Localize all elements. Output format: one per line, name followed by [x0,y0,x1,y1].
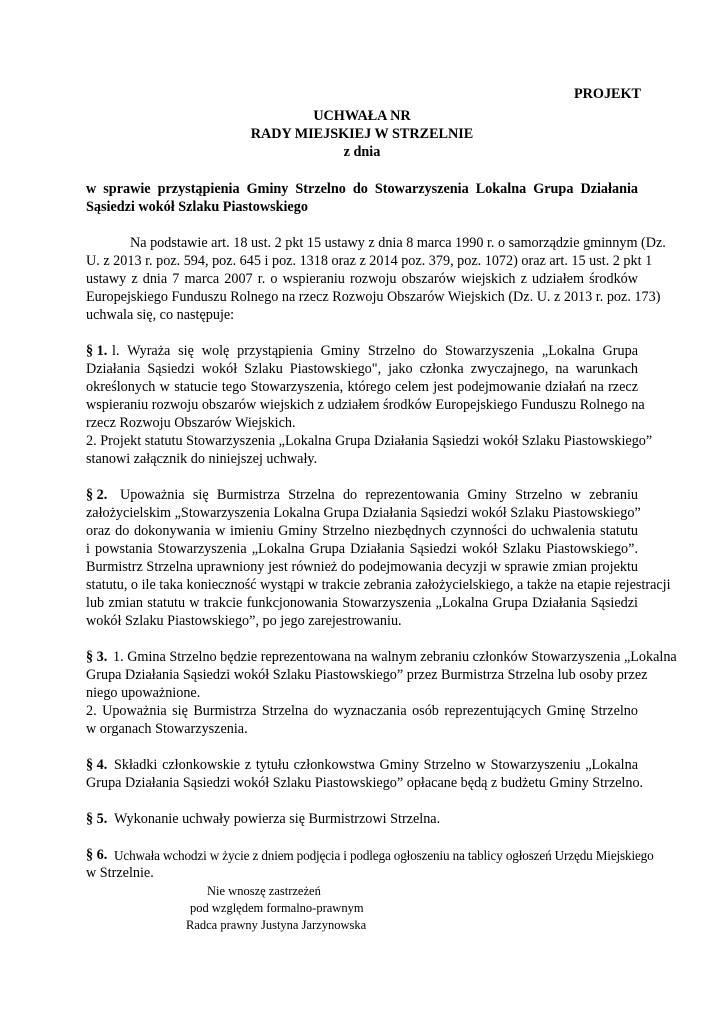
section-2-mark: § 2. [86,487,108,503]
section-2-line: statutu, o ile taka konieczność wystąpi w trakcie zebrania założycielskiego, a także na etapie rejestracji [86,577,671,593]
section-4-line: Grupa Działania Sąsiedzi wokół Szlaku Piastowskiego” opłacane będą z budżetu Gminy Strzelno. [86,775,644,791]
section-3-line: 2. Upoważnia się Burmistrza Strzelna do wyznaczania osób reprezentujących Gminę Strzelno [86,703,638,719]
section-1-line: określonych w statucie tego Stowarzyszenia, którego celem jest podejmowanie działań na rzecz [86,379,638,395]
signature-line: Radca prawny Justyna Jarzynowska [186,918,367,932]
resolution-date: z dnia [343,144,381,160]
section-1-line: wspieraniu rozwoju obszarów wiejskich z udziałem środków Europejskiego Funduszu Rolnego na [86,397,645,413]
section-1-line: rzecz Rozwoju Obszarów Wiejskich. [86,415,296,431]
section-4-mark: § 4. [86,757,108,773]
resolution-title: UCHWAŁA NR [313,108,411,124]
section-5-mark: § 5. [86,811,108,827]
section-2-line: Burmistrz Strzelna uprawniony jest również do podejmowania decyzji w sprawie zmian projektu [86,559,638,575]
section-2-line: założycielskim „Stowarzyszenia Lokalna Grupa Działania Sąsiedzi wokół Szlaku Piastowskiego” [86,505,641,521]
section-3-mark: § 3. [86,649,108,665]
section-2-line: wokół Szlaku Piastowskiego”, po jego zarejestrowaniu. [86,613,402,629]
signature-line: Nie wnoszę zastrzeżeń [207,884,321,898]
section-1-mark: § 1. [86,343,108,359]
section-1-line: stanowi załącznik do niniejszej uchwały. [86,451,318,467]
section-6-mark: § 6. [86,847,108,863]
preamble-line: uchwala się, co następuje: [86,307,235,323]
preamble-line: Na podstawie art. 18 ust. 2 pkt 15 ustawy z dnia 8 marca 1990 r. o samorządzie gminnym (Dz. [130,235,666,251]
council-name: RADY MIEJSKIEJ W STRZELNIE [250,126,474,142]
project-label: PROJEKT [574,86,642,102]
section-2-line: oraz do dokonywania w imieniu Gminy Strzelno niezbędnych czynności do uchwalenia statutu [86,523,638,539]
section-1-line: 2. Projekt statutu Stowarzyszenia „Lokalna Grupa Działania Sąsiedzi wokół Szlaku Piastowskiego” [86,433,653,449]
signature-line: pod względem formalno-prawnym [190,901,364,915]
section-6-line: w Strzelnie. [86,865,154,881]
section-3-line: niego upoważnione. [86,685,201,701]
subject-line: Sąsiedzi wokół Szlaku Piastowskiego [86,199,308,215]
section-3-line: 1. Gmina Strzelno będzie reprezentowana na walnym zebraniu członków Stowarzyszenia „Lokalna [113,649,677,665]
section-2-line: i powstania Stowarzyszenia „Lokalna Grupa Działania Sąsiedzi wokół Szlaku Piastowskiego”. [86,541,638,557]
section-1-line: Działania Sąsiedzi wokół Szlaku Piastowskiego", jako członka zwyczajnego, na warunkach [86,361,638,377]
preamble-line: Europejskiego Funduszu Rolnego na rzecz Rozwoju Obszarów Wiejskich (Dz. U. z 2013 r. poz. 173) [86,289,661,305]
section-6-line: Uchwała wchodzi w życie z dniem podjęcia i podlega ogłoszeniu na tablicy ogłoszeń Urzędu Miejskiego [114,848,654,863]
section-3-line: Grupa Działania Sąsiedzi wokół Szlaku Piastowskiego” przez Burmistrza Strzelna lub osoby przez [86,667,648,683]
section-1-line: l. Wyraża się wolę przystąpienia Gminy Strzelno do Stowarzyszenia „Lokalna Grupa [112,343,638,359]
section-2-line: lub zmian statutu w trakcie funkcjonowania Stowarzyszenia „Lokalna Grupa Działania Sąsiedzi [86,595,638,611]
subject-line: w sprawie przystąpienia Gminy Strzelno do Stowarzyszenia Lokalna Grupa Działania [86,181,638,197]
section-5-line: Wykonanie uchwały powierza się Burmistrzowi Strzelna. [114,811,441,827]
section-2-line: Upoważnia się Burmistrza Strzelna do reprezentowania Gminy Strzelno w zebraniu [120,487,638,503]
section-3-line: w organach Stowarzyszenia. [86,721,248,737]
preamble-line: ustawy z dnia 7 marca 2007 r. o wspieraniu rozwoju obszarów wiejskich z udziałem środków [86,271,638,287]
preamble-line: U. z 2013 r. poz. 594, poz. 645 i poz. 1318 oraz z 2014 poz. 379, poz. 1072) oraz art. 15 ust. 2 pkt 1 [86,253,653,269]
section-4-line: Składki członkowskie z tytułu członkowstwa Gminy Strzelno w Stowarzyszeniu „Lokalna [114,757,638,773]
